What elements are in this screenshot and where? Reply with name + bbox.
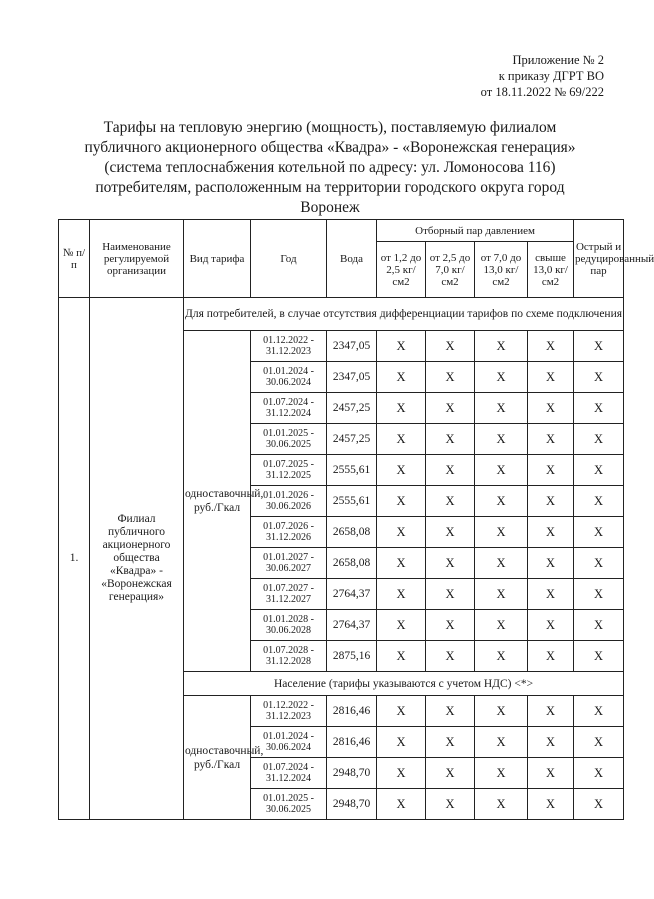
steam-cell: X [426, 579, 475, 610]
steam-cell: X [528, 696, 574, 727]
water-cell: 2347,05 [327, 331, 377, 362]
steam-cell: X [377, 548, 426, 579]
title-line-5: Воронеж [300, 199, 360, 216]
steam-cell: X [574, 548, 624, 579]
period-cell: 01.07.2026 - 31.12.2026 [251, 517, 327, 548]
steam-cell: X [528, 758, 574, 789]
attachment-line-2: к приказу ДГРТ ВО [498, 69, 604, 83]
steam-cell: X [377, 331, 426, 362]
title-line-1: Тарифы на тепловую энергию (мощность), поставляемую филиалом [103, 119, 557, 136]
period-cell: 01.12.2022 - 31.12.2023 [251, 331, 327, 362]
attachment-line-3: от 18.11.2022 № 69/222 [480, 85, 604, 99]
steam-cell: X [475, 393, 528, 424]
steam-cell: X [377, 424, 426, 455]
steam-cell: X [528, 455, 574, 486]
row-number: 1. [59, 298, 90, 820]
steam-cell: X [528, 579, 574, 610]
steam-cell: X [426, 789, 475, 820]
tariff-type: одноставочный, руб./Гкал [184, 696, 251, 820]
steam-cell: X [528, 393, 574, 424]
steam-cell: X [426, 362, 475, 393]
steam-cell: X [426, 331, 475, 362]
water-cell: 2764,37 [327, 610, 377, 641]
steam-cell: X [528, 610, 574, 641]
steam-cell: X [475, 610, 528, 641]
section-row [59, 298, 624, 331]
steam-cell: X [377, 758, 426, 789]
title-line-4: потребителям, расположенным на территории городского округа город [95, 179, 565, 196]
water-cell: 2555,61 [327, 486, 377, 517]
period-cell: 01.01.2026 - 30.06.2026 [251, 486, 327, 517]
steam-cell: X [574, 758, 624, 789]
water-cell: 2764,37 [327, 579, 377, 610]
water-cell: 2816,46 [327, 696, 377, 727]
period-cell: 01.07.2025 - 31.12.2025 [251, 455, 327, 486]
steam-cell: X [475, 579, 528, 610]
steam-cell: X [377, 696, 426, 727]
steam-cell: X [426, 517, 475, 548]
header-sharp-steam: Острый и редуцированный пар [574, 220, 624, 298]
steam-cell: X [528, 727, 574, 758]
steam-cell: X [377, 362, 426, 393]
tariff-type: одноставочный, руб./Гкал [184, 331, 251, 672]
steam-cell: X [377, 486, 426, 517]
steam-cell: X [528, 362, 574, 393]
water-cell: 2948,70 [327, 789, 377, 820]
steam-cell: X [574, 610, 624, 641]
steam-cell: X [377, 789, 426, 820]
title-line-3: (система теплоснабжения котельной по адресу: ул. Ломоносова 116) [104, 159, 556, 176]
steam-cell: X [475, 548, 528, 579]
steam-cell: X [574, 424, 624, 455]
steam-cell: X [426, 548, 475, 579]
header-org: Наименование регулируемой организации [90, 220, 184, 298]
steam-cell: X [574, 789, 624, 820]
water-cell: 2658,08 [327, 517, 377, 548]
period-cell: 01.01.2024 - 30.06.2024 [251, 727, 327, 758]
water-cell: 2457,25 [327, 424, 377, 455]
header-num: № п/п [59, 220, 90, 298]
steam-cell: X [574, 579, 624, 610]
steam-cell: X [475, 696, 528, 727]
header-water: Вода [327, 220, 377, 298]
steam-cell: X [528, 486, 574, 517]
steam-cell: X [475, 789, 528, 820]
steam-cell: X [426, 696, 475, 727]
water-cell: 2658,08 [327, 548, 377, 579]
header-steam-2: от 2,5 до 7,0 кг/см2 [426, 242, 475, 298]
steam-cell: X [426, 641, 475, 672]
steam-cell: X [475, 455, 528, 486]
steam-cell: X [377, 579, 426, 610]
water-cell: 2347,05 [327, 362, 377, 393]
header-steam-3: от 7,0 до 13,0 кг/см2 [475, 242, 528, 298]
steam-cell: X [426, 486, 475, 517]
period-cell: 01.01.2025 - 30.06.2025 [251, 424, 327, 455]
water-cell: 2457,25 [327, 393, 377, 424]
steam-cell: X [528, 331, 574, 362]
steam-cell: X [528, 641, 574, 672]
steam-cell: X [475, 362, 528, 393]
water-cell: 2875,16 [327, 641, 377, 672]
steam-cell: X [475, 727, 528, 758]
section-title: Для потребителей, в случае отсутствия дифференциации тарифов по схеме подключения [184, 298, 624, 331]
water-cell: 2948,70 [327, 758, 377, 789]
water-cell: 2816,46 [327, 727, 377, 758]
steam-cell: X [426, 610, 475, 641]
steam-cell: X [377, 393, 426, 424]
steam-cell: X [574, 362, 624, 393]
steam-cell: X [475, 758, 528, 789]
period-cell: 01.01.2028 - 30.06.2028 [251, 610, 327, 641]
steam-cell: X [377, 641, 426, 672]
period-cell: 01.07.2024 - 31.12.2024 [251, 758, 327, 789]
steam-cell: X [528, 789, 574, 820]
period-cell: 01.12.2022 - 31.12.2023 [251, 696, 327, 727]
steam-cell: X [426, 393, 475, 424]
header-steam-1: от 1,2 до 2,5 кг/см2 [377, 242, 426, 298]
steam-cell: X [528, 424, 574, 455]
steam-cell: X [574, 331, 624, 362]
tariff-table [58, 219, 654, 820]
steam-cell: X [528, 517, 574, 548]
steam-cell: X [574, 486, 624, 517]
organization-name: Филиал публичного акционерного общества «Квадра» - «Воронежская генерация» [90, 298, 184, 820]
steam-cell: X [475, 424, 528, 455]
steam-cell: X [475, 641, 528, 672]
steam-cell: X [574, 455, 624, 486]
steam-cell: X [574, 641, 624, 672]
steam-cell: X [475, 486, 528, 517]
steam-cell: X [377, 610, 426, 641]
header-tariff-type: Вид тарифа [184, 220, 251, 298]
steam-cell: X [574, 393, 624, 424]
steam-cell: X [528, 548, 574, 579]
period-cell: 01.07.2028 - 31.12.2028 [251, 641, 327, 672]
steam-cell: X [426, 758, 475, 789]
period-cell: 01.07.2027 - 31.12.2027 [251, 579, 327, 610]
steam-cell: X [426, 424, 475, 455]
period-cell: 01.01.2025 - 30.06.2025 [251, 789, 327, 820]
period-cell: 01.07.2024 - 31.12.2024 [251, 393, 327, 424]
steam-cell: X [574, 517, 624, 548]
document-title [70, 118, 590, 218]
tariff-table-body [59, 298, 624, 820]
header-steam-group: Отборный пар давлением [377, 220, 574, 242]
steam-cell: X [475, 331, 528, 362]
steam-cell: X [574, 727, 624, 758]
steam-cell: X [426, 455, 475, 486]
steam-cell: X [377, 517, 426, 548]
period-cell: 01.01.2024 - 30.06.2024 [251, 362, 327, 393]
attachment-line-1: Приложение № 2 [512, 53, 604, 67]
section-title: Население (тарифы указываются с учетом НДС) <*> [184, 672, 624, 696]
steam-cell: X [426, 727, 475, 758]
steam-cell: X [475, 517, 528, 548]
steam-cell: X [377, 455, 426, 486]
steam-cell: X [574, 696, 624, 727]
title-line-2: публичного акционерного общества «Квадра» - «Воронежская генерация» [84, 139, 576, 156]
attachment-header [481, 52, 604, 100]
header-steam-4: свыше 13,0 кг/см2 [528, 242, 574, 298]
header-year: Год [251, 220, 327, 298]
period-cell: 01.01.2027 - 30.06.2027 [251, 548, 327, 579]
steam-cell: X [377, 727, 426, 758]
water-cell: 2555,61 [327, 455, 377, 486]
